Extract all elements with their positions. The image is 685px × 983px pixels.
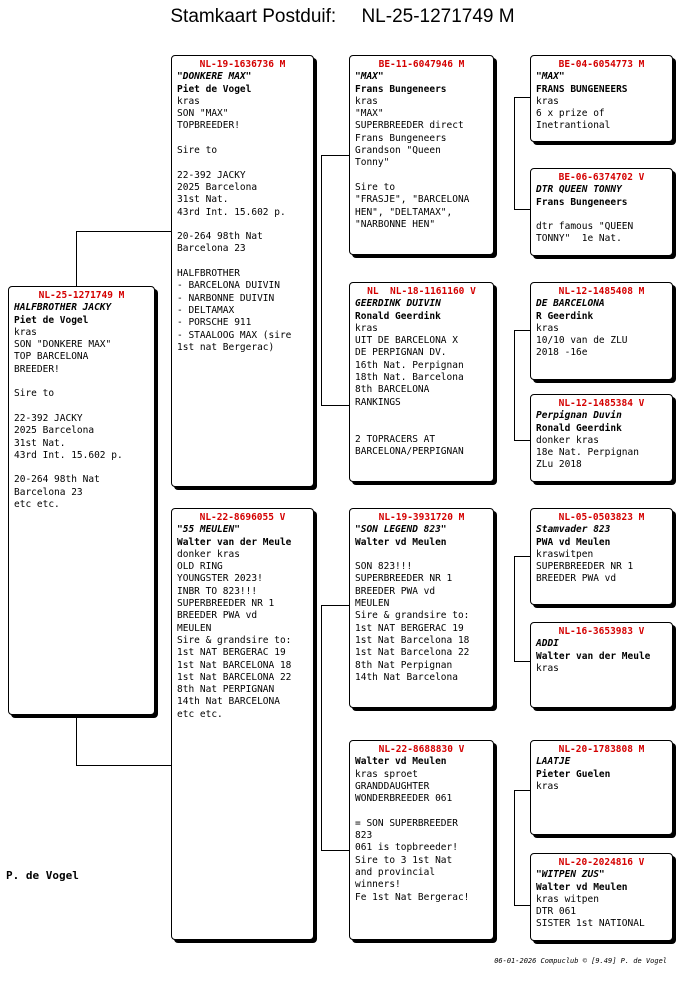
pigeon-notes: kras sproet GRANDDAUGHTER WONDERBREEDER 061 = SON SUPERBREEDER 823 061 is topbreeder! Sire to 3 1st Nat and provincial winners! Fe 1st Nat Bergerac! bbox=[355, 768, 470, 903]
footer-credit: 06-01-2026 Compuclub © [9.49] P. de Vogel bbox=[494, 957, 667, 965]
connector-line bbox=[514, 661, 530, 662]
connector-line bbox=[514, 440, 530, 441]
pigeon-notes: kras witpen DTR 061 SISTER 1st NATIONAL bbox=[536, 893, 645, 930]
connector-line bbox=[514, 97, 515, 209]
ring-number: NL-20-1783808 M bbox=[558, 744, 645, 755]
connector-line bbox=[76, 231, 171, 232]
connector-line bbox=[514, 97, 530, 98]
ring-number: NL-12-1485408 M bbox=[558, 286, 645, 297]
pigeon-name: "WITPEN ZUS" bbox=[536, 869, 605, 881]
pigeon-owner: Walter vd Meulen bbox=[536, 881, 628, 893]
pigeon-card-subject[interactable] bbox=[8, 286, 155, 715]
pigeon-card-ggp-8[interactable] bbox=[530, 853, 673, 941]
ring-number: NL-22-8688830 V bbox=[378, 744, 465, 755]
pigeon-owner: Walter van der Meule bbox=[536, 650, 651, 662]
pigeon-notes: kras SON "DONKERE MAX" TOP BARCELONA BREEDER! Sire to 22-392 JACKY 2025 Barcelona 31st Nat. 43rd Int. 15.602 p. 20-264 98th Nat Barcelona 23 etc etc. bbox=[14, 326, 123, 511]
pigeon-card-ggp-2[interactable] bbox=[530, 168, 673, 256]
pigeon-card-dam-dam[interactable] bbox=[349, 740, 494, 940]
ring-number: NL-19-3931720 M bbox=[378, 512, 465, 523]
page-title bbox=[0, 6, 685, 28]
pigeon-notes: kras UIT DE BARCELONA X DE PERPIGNAN DV. 16th Nat. Perpignan 18th Nat. Barcelona 8th BARCELONA RANKINGS 2 TOPRACERS AT BARCELONA/PERPIGNAN bbox=[355, 322, 464, 457]
connector-line bbox=[321, 605, 322, 850]
connector-line bbox=[321, 155, 322, 405]
pigeon-owner: Frans Bungeneers bbox=[355, 83, 447, 95]
pigeon-card-sire-sire[interactable] bbox=[349, 55, 494, 255]
connector-line bbox=[514, 556, 530, 557]
connector-line bbox=[514, 790, 515, 905]
pigeon-name: "MAX" bbox=[536, 71, 565, 83]
ring-number: NL-19-1636736 M bbox=[199, 59, 286, 70]
pigeon-name: DTR QUEEN TONNY bbox=[536, 184, 622, 196]
pigeon-card-ggp-4[interactable] bbox=[530, 394, 673, 482]
pigeon-name: Stamvader 823 bbox=[536, 524, 611, 536]
connector-line bbox=[76, 765, 171, 766]
pigeon-card-ggp-6[interactable] bbox=[530, 622, 673, 708]
ring-number: NL-20-2024816 V bbox=[558, 857, 645, 868]
pigeon-owner: R Geerdink bbox=[536, 310, 594, 322]
pigeon-notes: kraswitpen SUPERBREEDER NR 1 BREEDER PWA vd bbox=[536, 548, 634, 585]
pigeon-name: "MAX" bbox=[355, 71, 384, 83]
connector-line bbox=[514, 790, 530, 791]
ring-number: BE-06-6374702 V bbox=[558, 172, 645, 183]
pigeon-notes: dtr famous "QUEEN TONNY" 1e Nat. bbox=[536, 221, 634, 245]
pigeon-notes: SON 823!!! SUPERBREEDER NR 1 BREEDER PWA vd MEULEN Sire & grandsire to: 1st NAT BERGERAC 19 1st Nat Barcelona 18 1st Nat Barcelona 22 8th Nat Perpignan 14th Nat Barcelona bbox=[355, 561, 470, 683]
ring-number: NL-12-1485384 V bbox=[558, 398, 645, 409]
pigeon-owner: Ronald Geerdink bbox=[536, 422, 622, 434]
pigeon-name: DE BARCELONA bbox=[536, 298, 605, 310]
ring-number: NL NL-18-1161160 V bbox=[367, 286, 476, 297]
ring-number: NL-05-0503823 M bbox=[558, 512, 645, 523]
pigeon-name: ADDI bbox=[536, 638, 559, 650]
pigeon-owner: Ronald Geerdink bbox=[355, 310, 441, 322]
ring-number: NL-22-8696055 V bbox=[199, 512, 286, 523]
ring-number: BE-04-6054773 M bbox=[558, 59, 645, 70]
connector-line bbox=[514, 209, 530, 210]
pigeon-owner: Piet de Vogel bbox=[14, 314, 89, 326]
pigeon-owner: Pieter Guelen bbox=[536, 768, 611, 780]
pigeon-owner: FRANS BUNGENEERS bbox=[536, 83, 628, 95]
title-label: Stamkaart Postduif: bbox=[170, 6, 337, 27]
pigeon-notes: donker kras OLD RING YOUNGSTER 2023! INBR TO 823!!! SUPERBREEDER NR 1 BREEDER PWA vd MEULEN Sire & grandsire to: 1st NAT BERGERAC 19 1st Nat BARCELONA 18 1st Nat BARCELONA 22 8th Nat PERPIGNAN 14th Nat BARCELONA etc etc. bbox=[177, 548, 292, 720]
connector-line bbox=[514, 330, 515, 440]
pigeon-owner: Walter van der Meule bbox=[177, 536, 292, 548]
connector-line bbox=[321, 405, 349, 406]
pigeon-card-dam-sire[interactable] bbox=[349, 508, 494, 708]
pigeon-notes: kras bbox=[536, 780, 559, 792]
pigeon-owner: Walter vd Meulen bbox=[355, 756, 447, 768]
pigeon-owner: PWA vd Meulen bbox=[536, 536, 611, 548]
title-ring: NL-25-1271749 M bbox=[361, 6, 515, 27]
connector-line bbox=[321, 155, 349, 156]
pigeon-card-ggp-7[interactable] bbox=[530, 740, 673, 835]
pigeon-notes: kras 10/10 van de ZLU 2018 -16e bbox=[536, 322, 628, 359]
connector-line bbox=[76, 231, 77, 286]
pigeon-notes: kras "MAX" SUPERBREEDER direct Frans Bungeneers Grandson "Queen Tonny" Sire to "FRASJE", "BARCELONA HEN", "DELTAMAX", "NARBONNE HEN" bbox=[355, 95, 470, 230]
pigeon-notes: kras bbox=[536, 662, 559, 674]
ring-number: NL-25-1271749 M bbox=[38, 290, 125, 301]
pigeon-card-ggp-5[interactable] bbox=[530, 508, 673, 605]
connector-line bbox=[514, 556, 515, 661]
pigeon-notes: kras 6 x prize of Inetrantional bbox=[536, 95, 611, 132]
pigeon-name: Perpignan Duvin bbox=[536, 410, 622, 422]
pigeon-notes: kras SON "MAX" TOPBREEDER! Sire to 22-392 JACKY 2025 Barcelona 31st Nat. 43rd Int. 15.602 p. 20-264 98th Nat Barcelona 23 HALFBROTHER - BARCELONA DUIVIN - NARBONNE DUIVIN - DELTAMAX - PORSCHE 911 - STAALOOG MAX (sire 1st nat Bergerac) bbox=[177, 95, 292, 353]
pigeon-name: LAATJE bbox=[536, 756, 571, 768]
pigeon-owner: Piet de Vogel bbox=[177, 83, 252, 95]
pigeon-card-ggp-3[interactable] bbox=[530, 282, 673, 380]
ring-number: BE-11-6047946 M bbox=[378, 59, 465, 70]
pigeon-name: GEERDINK DUIVIN bbox=[355, 298, 441, 310]
connector-line bbox=[321, 605, 349, 606]
pigeon-card-sire[interactable] bbox=[171, 55, 314, 487]
connector-line bbox=[76, 715, 77, 765]
connector-line bbox=[321, 850, 349, 851]
pigeon-name: HALFBROTHER JACKY bbox=[14, 302, 112, 314]
pigeon-card-sire-dam[interactable] bbox=[349, 282, 494, 482]
pigeon-card-ggp-1[interactable] bbox=[530, 55, 673, 142]
pigeon-notes: donker kras 18e Nat. Perpignan ZLu 2018 bbox=[536, 434, 639, 471]
ring-number: NL-16-3653983 V bbox=[558, 626, 645, 637]
pigeon-owner: Frans Bungeneers bbox=[536, 196, 628, 208]
pigeon-name: "DONKERE MAX" bbox=[177, 71, 252, 83]
connector-line bbox=[514, 905, 530, 906]
owner-signature: P. de Vogel bbox=[6, 869, 79, 882]
pigeon-owner: Walter vd Meulen bbox=[355, 536, 447, 548]
pigeon-card-dam[interactable] bbox=[171, 508, 314, 940]
connector-line bbox=[514, 330, 530, 331]
pigeon-name: "SON LEGEND 823" bbox=[355, 524, 447, 536]
pigeon-name: "55 MEULEN" bbox=[177, 524, 240, 536]
